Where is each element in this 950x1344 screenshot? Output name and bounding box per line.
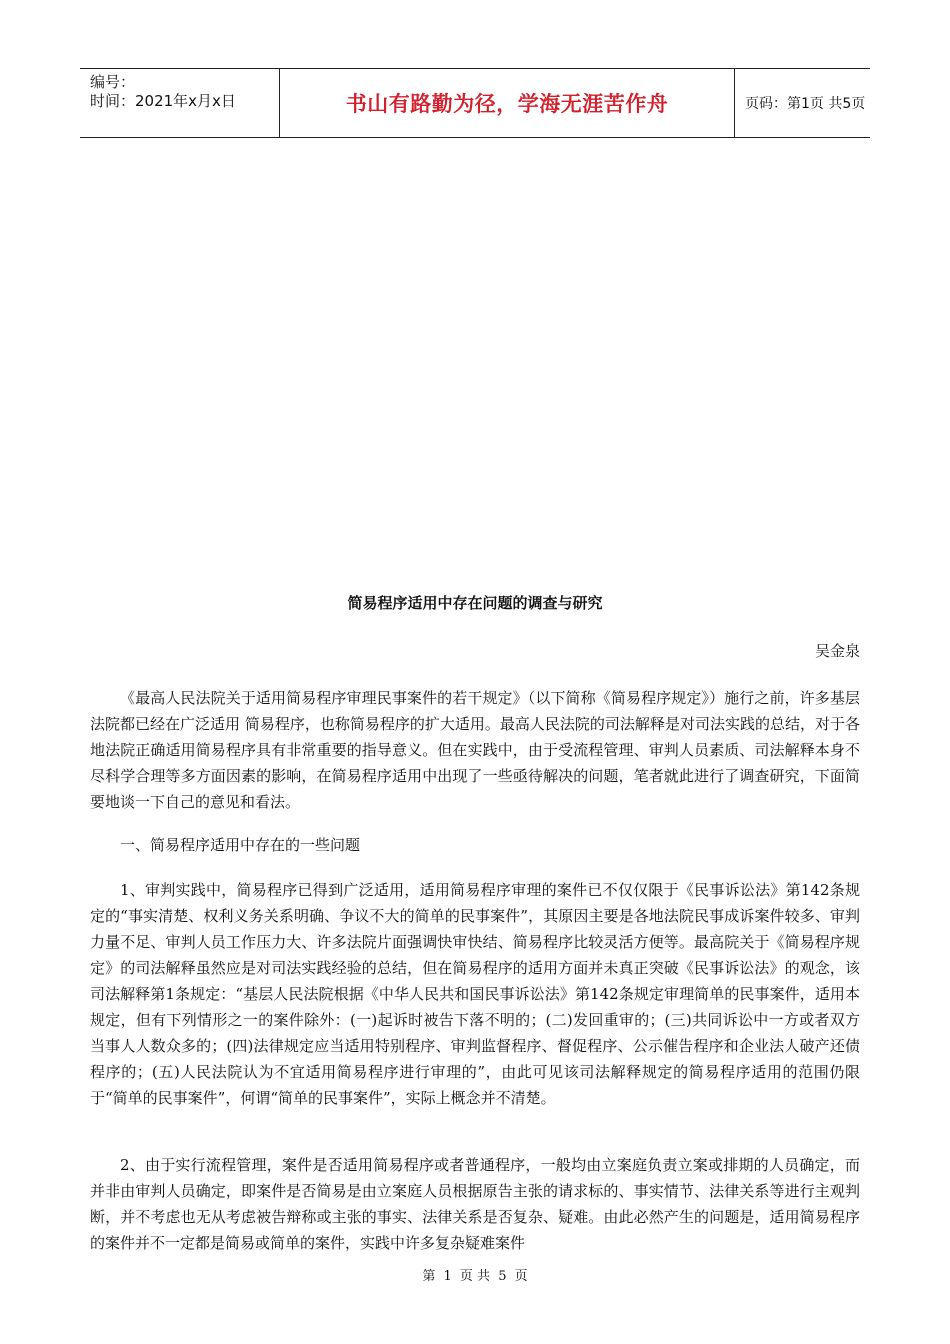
header-motto: 书山有路勤为径，学海无涯苦作舟 xyxy=(345,92,669,116)
body-paragraph-intro: 《最高人民法院关于适用简易程序审理民事案件的若干规定》（以下简称《简易程序规定》）施行之前，许多基层法院都已经在广泛适用 简易程序，也称简易程序的扩大适用。最高人民法院的司法解释是对司法实践的总结，对于各地法院正确适用简易程序具有非常重要的指导意义。但在实践中，由于受流程管理、审判人员素质、司法解释本身不尽科学合理等多方面因素的影响，在简易程序适用中出现了一些亟待解决的问题，笔者就此进行了调查研究，下面简要地谈一下自己的意见和看法。 xyxy=(90,689,860,811)
header-meta xyxy=(80,69,280,137)
header-page-info: 页码：第1页 共5页 xyxy=(745,96,866,112)
header-motto-cell xyxy=(280,69,735,137)
section-heading: 一、简易程序适用中存在的一些问题 xyxy=(120,836,361,854)
footer-current-page: 1 xyxy=(443,1269,452,1284)
document-author: 吴金泉 xyxy=(814,642,860,660)
document-title: 简易程序适用中存在问题的调查与研究 xyxy=(347,594,603,612)
page-header xyxy=(80,68,870,138)
body-paragraph-point-2: 2、由于实行流程管理，案件是否适用简易程序或者普通程序，一般均由立案庭负责立案或排期的人员确定，而并非由审判人员确定，即案件是否简易是由立案庭人员根据原告主张的请求标的、事实情节、法律关系等进行主观判断，并不考虑也无从考虑被告辩称或主张的事实、法律关系是否复杂、疑难。由此必然产生的问题是，适用简易程序的案件并不一定都是简易或简单的案件，实践中许多复杂疑难案件 xyxy=(90,1156,860,1252)
footer-suffix: 页 xyxy=(514,1269,528,1284)
document-number-label: 编号： xyxy=(90,73,136,91)
footer-middle: 页 共 xyxy=(459,1269,491,1284)
page-footer xyxy=(0,1265,950,1284)
footer-total-pages: 5 xyxy=(498,1269,507,1284)
document-date-label: 时间：2021年x月x日 xyxy=(90,92,236,110)
footer-prefix: 第 xyxy=(422,1269,436,1284)
body-paragraph-point-1: 1、审判实践中，简易程序已得到广泛适用，适用简易程序审理的案件已不仅仅限于《民事诉讼法》第142条规定的“事实清楚、权利义务关系明确、争议不大的简单的民事案件”，其原因主要是各地法院民事成诉案件较多、审判力量不足、审判人员工作压力大、许多法院片面强调快审快结、简易程序比较灵活方便等。最高院关于《简易程序规定》的司法解释虽然应是对司法实践经验的总结，但在简易程序的适用方面并未真正突破《民事诉讼法》的观念，该司法解释第1条规定：“基层人民法院根据《中华人民共和国民事诉讼法》第142条规定审理简单的民事案件，适用本规定，但有下列情形之一的案件除外：(一)起诉时被告下落不明的；(二)发回重审的；(三)共同诉讼中一方或者双方当事人人数众多的；(四)法律规定应当适用特别程序、审判监督程序、督促程序、公示催告程序和企业法人破产还债程序的；(五)人民法院认为不宜适用简易程序进行审理的”，由此可见该司法解释规定的简易程序适用的范围仍限于“简单的民事案件”，何谓“简单的民事案件”，实际上概念并不清楚。 xyxy=(90,881,860,1107)
